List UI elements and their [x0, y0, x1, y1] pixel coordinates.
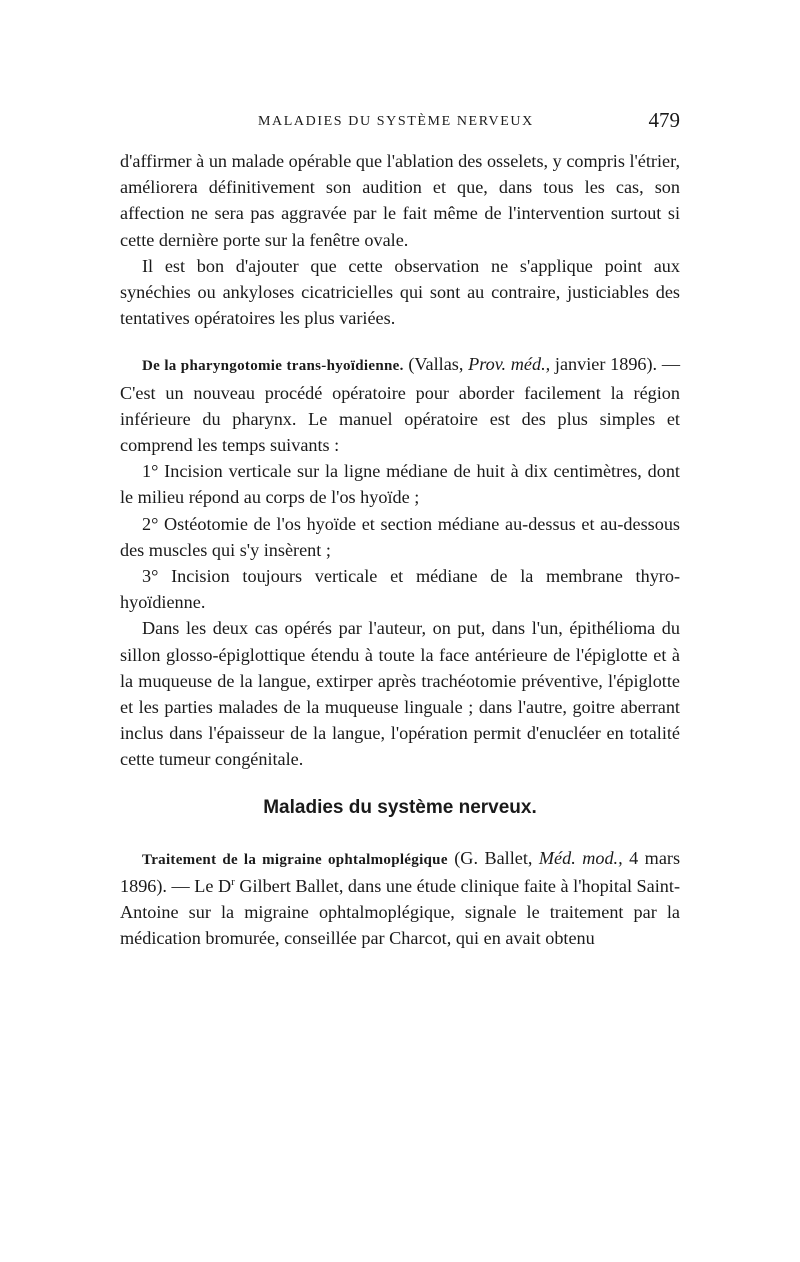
page-number: 479	[648, 108, 680, 132]
paragraph-cases: Dans les deux cas opérés par l'auteur, on put, dans l'un, épithélioma du sillon glosso-épiglottique étendu à toute la face antérieure de l'épiglotte et à la muqueuse de la langue, extirper après trachéotomie préventive, l'épiglotte et les parties malades de la muqueuse linguale ; dans l'autre, goitre aberrant inclus dans l'épaisseur de la langue, l'opération permit d'enucléer en totalité cette tumeur congénitale.	[120, 618, 680, 770]
running-title: MALADIES DU SYSTÈME NERVEUX	[258, 114, 534, 129]
article-title: Traitement de la migraine ophtalmoplégique	[142, 851, 448, 868]
running-head	[120, 108, 680, 148]
article-ref-date: 4 mars 1896). — Le D	[120, 847, 681, 897]
article-ref-open: (G. Ballet,	[454, 847, 533, 868]
step-1: 1° Incision verticale sur la ligne médiane de huit à dix centimètres, dont le milieu répond au corps de l'os hyoïde ;	[120, 461, 680, 508]
spacer	[120, 331, 680, 351]
body-text	[120, 148, 680, 952]
article-ref-open: (Vallas,	[408, 354, 464, 375]
article-body: Gilbert Ballet, dans une étude clinique faite à l'hopital Saint-Antoine sur la migraine ophtalmoplégique, signale le traitement par la médication bromurée, conseillée par Charcot, qui en avait obtenu	[120, 876, 680, 949]
superscript: r	[231, 876, 235, 889]
article-body: janvier 1896). — C'est un nouveau procédé opératoire pour aborder facilement la région inférieure du pharynx. Le manuel opératoire est des plus simples et comprend les temps suivants :	[120, 354, 681, 456]
article-title: De la pharyngotomie trans-hyoïdienne.	[142, 358, 404, 375]
article-migraine	[120, 845, 680, 952]
article-pharyngotomie	[120, 351, 680, 458]
paragraph-continuation: d'affirmer à un malade opérable que l'ablation des osselets, y compris l'étrier, améliorera définitivement son audition et que, dans tous les cas, son affection ne sera pas aggravée par le fait même de l'intervention surtout si cette dernière porte sur la fenêtre ovale.	[120, 151, 680, 250]
article-journal: Prov. méd.,	[468, 354, 551, 375]
step-3: 3° Incision toujours verticale et médiane de la membrane thyro-hyoïdienne.	[120, 566, 680, 613]
step-2: 2° Ostéotomie de l'os hyoïde et section médiane au-dessus et au-dessous des muscles qui s'y insèrent ;	[120, 513, 680, 560]
paragraph-observation: Il est bon d'ajouter que cette observation ne s'applique point aux synéchies ou ankyloses cicatricielles qui sont au contraire, justiciables des tentatives opératoires les plus variées.	[120, 255, 680, 329]
article-journal: Méd. mod.,	[538, 847, 623, 868]
section-heading: Maladies du système nerveux.	[263, 796, 537, 818]
book-page	[120, 108, 680, 952]
